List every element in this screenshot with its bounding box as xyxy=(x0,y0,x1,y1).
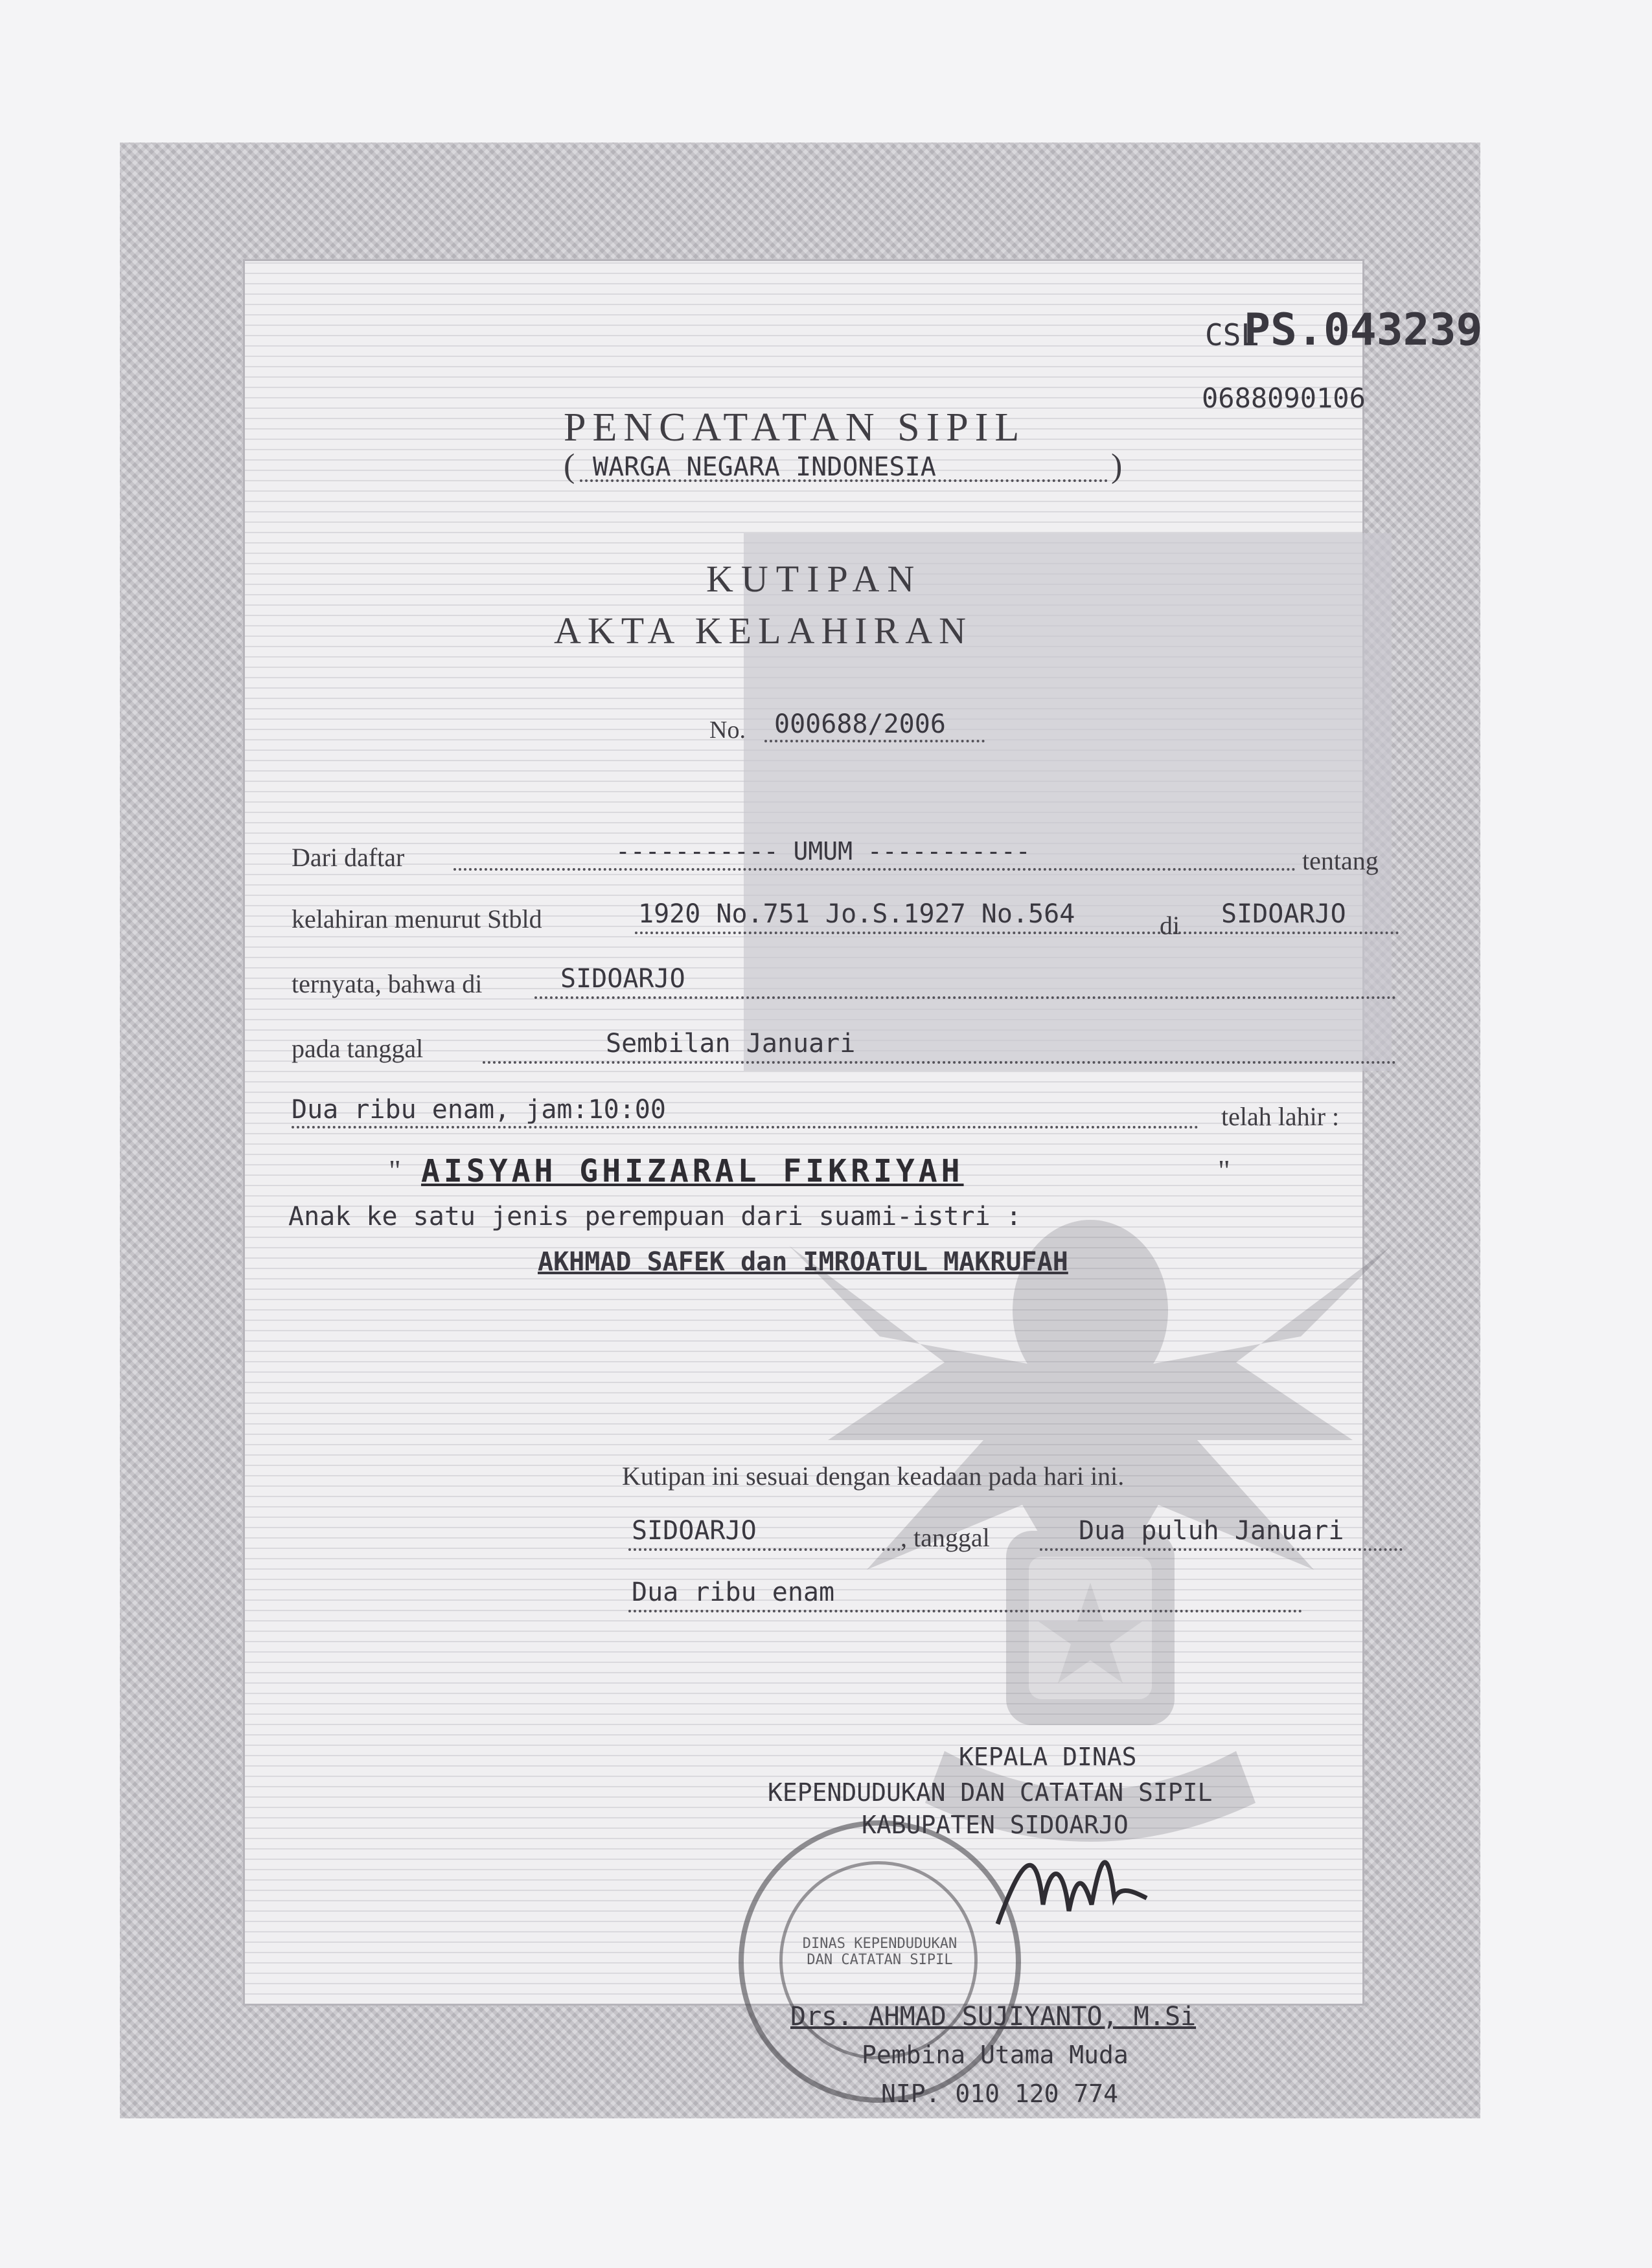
tanggal-value: Sembilan Januari xyxy=(606,1029,856,1059)
place-dotted-line xyxy=(628,1548,901,1551)
no-dotted-line xyxy=(764,740,985,742)
birth-year-time: Dua ribu enam, jam:10:00 xyxy=(292,1095,666,1125)
tentang-label: tentang xyxy=(1302,846,1379,875)
dari-dotted-line xyxy=(453,868,1296,871)
subtitle-close-paren: ) xyxy=(1111,448,1123,485)
issuance-date: Dua puluh Januari xyxy=(1079,1516,1344,1546)
issuance-statement: Kutipan ini sesuai dengan keadaan pada hari ini. xyxy=(622,1461,1125,1491)
certificate-inner-panel xyxy=(243,259,1364,2006)
handwritten-signature xyxy=(985,1827,1153,1943)
serial-number: PS.043239 xyxy=(1244,304,1483,356)
document-no-value: 000688/2006 xyxy=(774,709,946,739)
child-name: AISYAH GHIZARAL FIKRIYAH xyxy=(421,1153,964,1189)
document-no-label: No. xyxy=(709,716,746,744)
signatory-line3: KABUPATEN SIDOARJO xyxy=(862,1811,1129,1839)
agency-title: PENCATATAN SIPIL xyxy=(564,406,1026,450)
tanggal-label: pada tanggal xyxy=(292,1034,424,1063)
name-open-quote: " xyxy=(389,1154,401,1187)
date-dotted-line xyxy=(1040,1548,1403,1551)
stbld-dotted-line xyxy=(635,932,1399,934)
issuance-tanggal-label: , tanggal xyxy=(901,1523,990,1552)
di-value: SIDOARJO xyxy=(1221,899,1346,929)
ternyata-label: ternyata, bahwa di xyxy=(292,969,483,998)
signatory-nip: NIP. 010 120 774 xyxy=(881,2079,1119,2108)
dari-daftar-value: ----------- UMUM ----------- xyxy=(615,837,1031,865)
signatory-name: Drs. AHMAD SUJIYANTO, M.Si xyxy=(790,2002,1197,2032)
dari-daftar-label: Dari daftar xyxy=(292,843,405,872)
child-description: Anak ke satu jenis perempuan dari suami-istri : xyxy=(288,1202,1022,1231)
parents-names: AKHMAD SAFEK dan IMROATUL MAKRUFAH xyxy=(538,1247,1068,1277)
telah-lahir-label: telah lahir : xyxy=(1221,1102,1340,1131)
ternyata-value: SIDOARJO xyxy=(560,964,685,994)
document-title-line1: KUTIPAN xyxy=(706,558,923,600)
ternyata-dotted-line xyxy=(534,996,1396,999)
tanggal-dotted-line xyxy=(483,1061,1396,1064)
signatory-line2: KEPENDUDUKAN DAN CATATAN SIPIL xyxy=(768,1778,1213,1807)
kelahiran-label: kelahiran menurut Stbld xyxy=(292,904,542,934)
subtitle-dotted-line xyxy=(580,479,1108,482)
subtitle-open-paren: ( xyxy=(564,448,575,485)
signatory-rank: Pembina Utama Muda xyxy=(862,2041,1129,2069)
stbld-value: 1920 No.751 Jo.S.1927 No.564 xyxy=(638,899,1075,929)
name-close-quote: " xyxy=(1218,1154,1230,1187)
stamp-text: DINAS KEPENDUDUKAN DAN CATATAN SIPIL xyxy=(802,1936,958,1968)
issuance-year: Dua ribu enam xyxy=(632,1577,835,1607)
year-issue-dotted-line xyxy=(628,1610,1302,1612)
serial-code: 0688090106 xyxy=(1202,382,1366,414)
year-dotted-line xyxy=(292,1126,1199,1128)
issuance-place: SIDOARJO xyxy=(632,1516,757,1546)
signatory-line1: KEPALA DINAS xyxy=(959,1743,1137,1771)
di-label: di xyxy=(1160,911,1180,940)
citizenship-subtitle: WARGA NEGARA INDONESIA xyxy=(593,452,936,482)
document-title-line2: AKTA KELAHIRAN xyxy=(554,610,973,652)
serial-prefix: CSL xyxy=(1205,317,1259,352)
